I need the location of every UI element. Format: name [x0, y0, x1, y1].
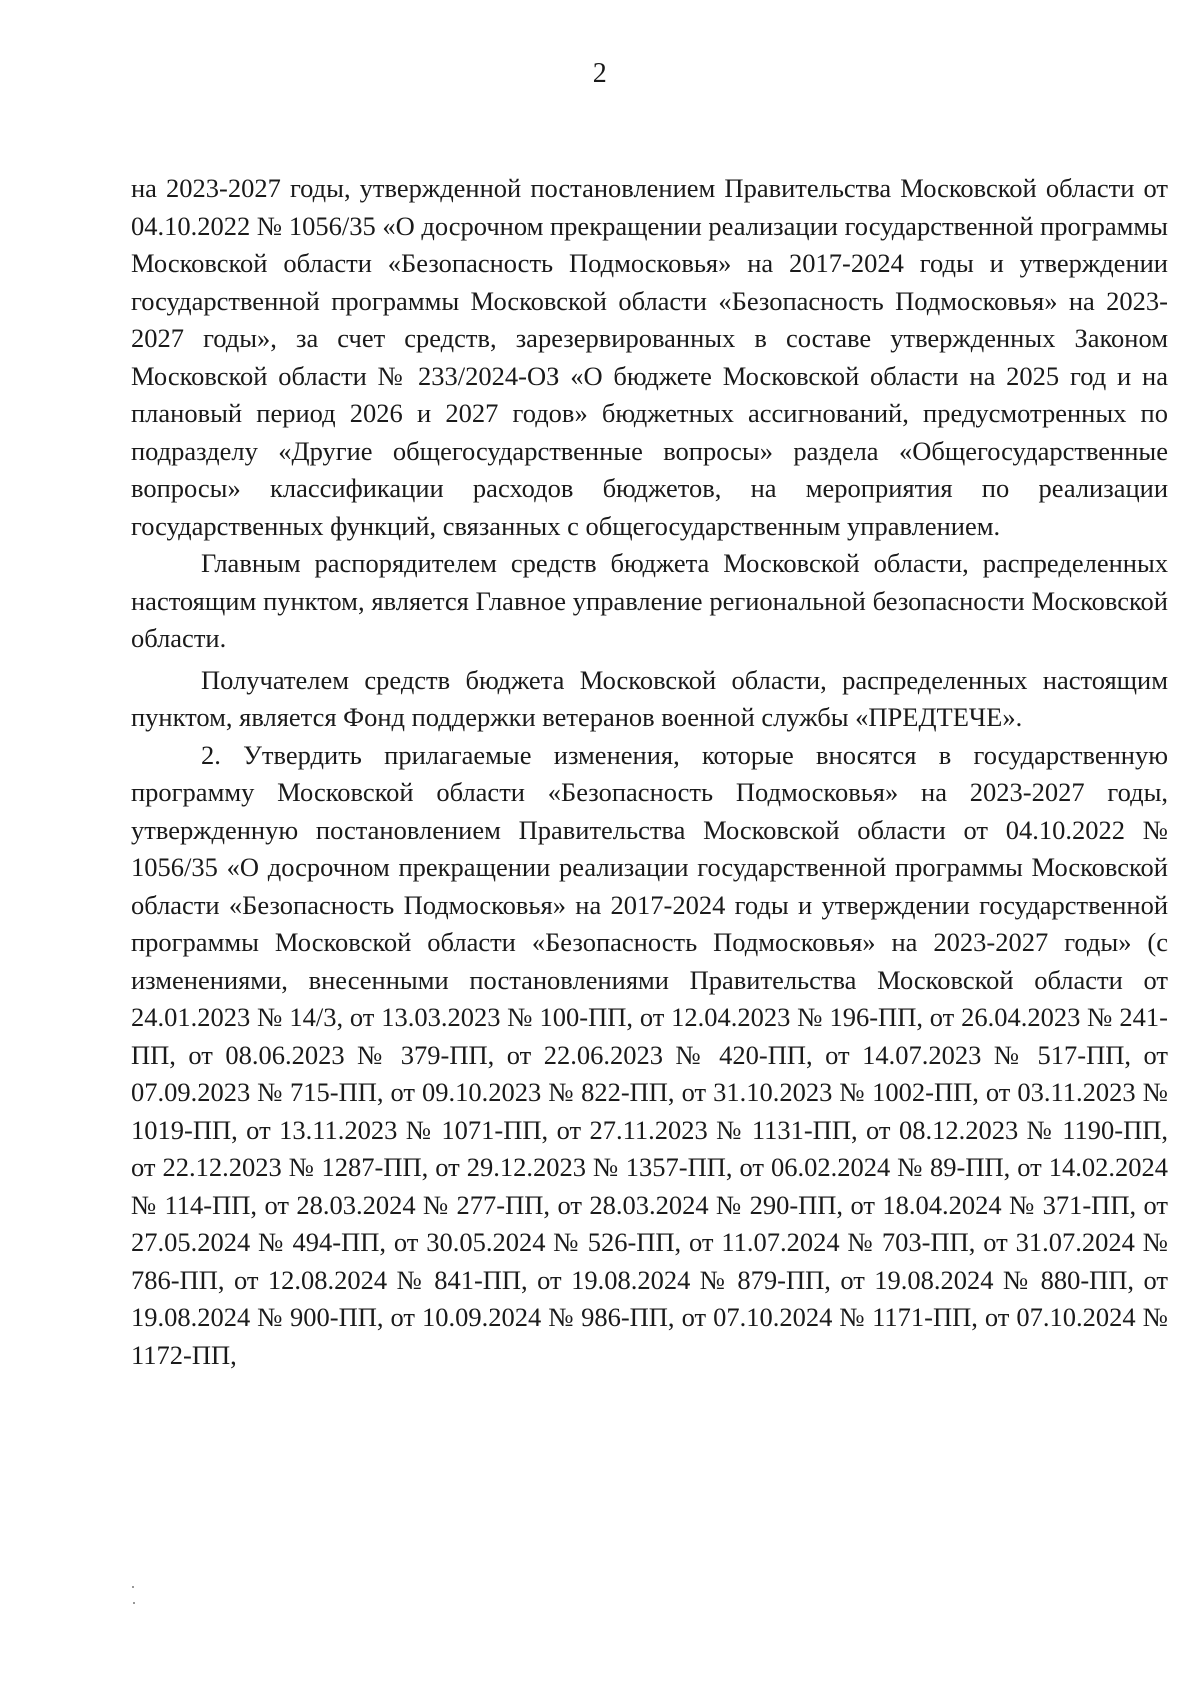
- paragraph-continuation: на 2023-2027 годы, утвержденной постановлением Правительства Московской области от 04.10.2022 № 1056/35 «О досрочном прекращении реализации государственной программы Московской области «Безопасность Подмосковья» на 2017-2024 годы и утверждении государственной программы Московской области «Безопасность Подмосковья» на 2023-2027 годы», за счет средств, зарезервированных в составе утвержденных Законом Московской области № 233/2024-ОЗ «О бюджете Московской области на 2025 год и на плановый период 2026 и 2027 годов» бюджетных ассигнований, предусмотренных по подразделу «Другие общегосударственные вопросы» раздела «Общегосударственные вопросы» классификации расходов бюджетов, на мероприятия по реализации государственных функций, связанных с общегосударственным управлением.: [131, 173, 1168, 541]
- paragraph-main-administrator: Главным распорядителем средств бюджета Московской области, распределенных настоящим пунктом, является Главное управление региональной безопасности Московской области.: [131, 548, 1168, 653]
- scan-speck: [132, 1586, 134, 1588]
- page-number: 2: [592, 58, 608, 89]
- scan-speck: [133, 1602, 135, 1604]
- paragraph-item-2: 2. Утвердить прилагаемые изменения, которые вносятся в государственную программу Московской области «Безопасность Подмосковья» на 2023-2027 годы, утвержденную постановлением Правительства Московской области от 04.10.2022 № 1056/35 «О досрочном прекращении реализации государственной программы Московской области «Безопасность Подмосковья» на 2017-2024 годы и утверждении государственной программы Московской области «Безопасность Подмосковья» на 2023-2027 годы» (с изменениями, внесенными постановлениями Правительства Московской области от 24.01.2023 № 14/3, от 13.03.2023 № 100-ПП, от 12.04.2023 № 196-ПП, от 26.04.2023 № 241-ПП, от 08.06.2023 № 379-ПП, от 22.06.2023 № 420-ПП, от 14.07.2023 № 517-ПП, от 07.09.2023 № 715-ПП, от 09.10.2023 № 822-ПП, от 31.10.2023 № 1002-ПП, от 03.11.2023 № 1019-ПП, от 13.11.2023 № 1071-ПП, от 27.11.2023 № 1131-ПП, от 08.12.2023 № 1190-ПП, от 22.12.2023 № 1287-ПП, от 29.12.2023 № 1357-ПП, от 06.02.2024 № 89-ПП, от 14.02.2024 № 114-ПП, от 28.03.2024 № 277-ПП, от 28.03.2024 № 290-ПП, от 18.04.2024 № 371-ПП, от 27.05.2024 № 494-ПП, от 30.05.2024 № 526-ПП, от 11.07.2024 № 703-ПП, от 31.07.2024 № 786-ПП, от 12.08.2024 № 841-ПП, от 19.08.2024 № 879-ПП, от 19.08.2024 № 880-ПП, от 19.08.2024 № 900-ПП, от 10.09.2024 № 986-ПП, от 07.10.2024 № 1171-ПП, от 07.10.2024 № 1172-ПП,: [131, 739, 1168, 1370]
- paragraph-recipient: Получателем средств бюджета Московской области, распределенных настоящим пунктом, является Фонд поддержки ветеранов военной службы «ПРЕДТЕЧЕ».: [131, 664, 1168, 732]
- document-body: [131, 170, 1168, 1374]
